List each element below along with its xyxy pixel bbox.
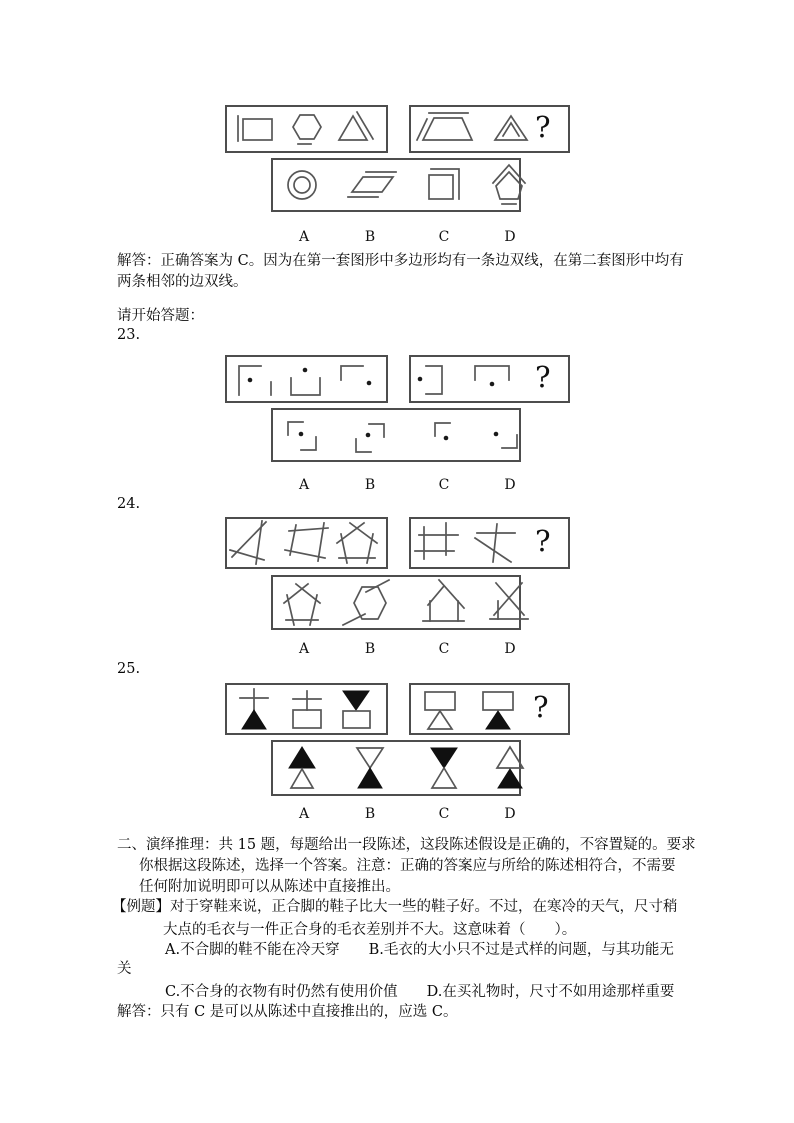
example-label-b: B — [364, 229, 376, 245]
example-set1-figures-rect-hexagon-triangle — [227, 107, 386, 151]
question-25-number: 25. — [117, 661, 141, 677]
q23-options-box — [271, 408, 521, 462]
q23-question-mark: ? — [535, 360, 551, 394]
example-label-d: D — [504, 229, 516, 245]
q23-option-figures — [273, 410, 519, 460]
example-question-mark: ? — [535, 110, 551, 144]
q25-set2-box — [409, 683, 570, 735]
example-set1-box — [225, 105, 388, 153]
q23-set1-box — [225, 355, 388, 403]
q24-set1-box — [225, 517, 388, 569]
q25-question-mark: ? — [533, 690, 549, 724]
example-option-figures — [273, 160, 519, 210]
q23-label-a: A — [298, 477, 310, 493]
q24-label-a: A — [298, 641, 310, 657]
begin-answer-prompt: 请开始答题： — [117, 308, 204, 324]
q24-option-figures — [273, 577, 519, 628]
q24-label-c: C — [438, 641, 450, 657]
section2-example-answer: 解答：只有 C 是可以从陈述中直接推出的，应选 C。 — [117, 1004, 458, 1020]
section2-options-cd: C.不合身的衣物有时仍然有使用价值 D.在买礼物时，尺寸不如用途那样重要 — [165, 984, 675, 1000]
section2-example-line2: 大点的毛衣与一件正合身的毛衣差别并不大。这意味着（ ）。 — [163, 922, 577, 938]
example-label-a: A — [298, 229, 310, 245]
q25-label-d: D — [504, 806, 516, 822]
section2-example-line1: 【例题】对于穿鞋来说，正合脚的鞋子比大一些的鞋子好。不过，在寒冷的天气，尺寸稍 — [112, 899, 678, 915]
q24-set2-box — [409, 517, 570, 569]
q25-label-b: B — [364, 806, 376, 822]
example-options-box — [271, 158, 521, 212]
section2-heading-line1: 二、演绎推理：共 15 题，每题给出一段陈述，这段陈述假设是正确的，不容置疑的。要求 — [117, 837, 696, 853]
example-label-c: C — [438, 229, 450, 245]
section2-heading-line2: 你根据这段陈述，选择一个答案。注意：正确的答案应与所给的陈述相符合，不需要 — [139, 858, 676, 874]
q25-option-figures — [273, 742, 519, 794]
q23-label-c: C — [438, 477, 450, 493]
q25-label-c: C — [438, 806, 450, 822]
example-explanation-line1: 解答：正确答案为 C。因为在第一套图形中多边形均有一条边双线，在第二套图形中均有 — [117, 253, 684, 269]
section2-options-ab: A.不合脚的鞋不能在冷天穿 B.毛衣的大小只不过是式样的问题，与其功能无 — [165, 942, 674, 958]
q23-set2-box — [409, 355, 570, 403]
q23-set1-figures-brackets-dots — [227, 357, 386, 401]
q25-set1-box — [225, 683, 388, 735]
q25-options-box — [271, 740, 521, 796]
q24-options-box — [271, 575, 521, 630]
question-23-number: 23. — [117, 327, 141, 343]
q24-label-b: B — [364, 641, 376, 657]
example-set2-box — [409, 105, 570, 153]
q23-label-d: D — [504, 477, 516, 493]
section2-options-ab-overflow: 关 — [117, 961, 132, 977]
example-explanation-line2: 两条相邻的边双线。 — [117, 274, 248, 290]
q23-label-b: B — [364, 477, 376, 493]
q24-label-d: D — [504, 641, 516, 657]
q24-set1-figures-crossing-lines — [227, 519, 386, 567]
q25-label-a: A — [298, 806, 310, 822]
question-24-number: 24. — [117, 496, 141, 512]
section2-heading-line3: 任何附加说明即可以从陈述中直接推出。 — [139, 879, 400, 895]
q25-set1-figures-cross-triangle-rect — [227, 685, 386, 733]
q24-question-mark: ? — [535, 524, 551, 558]
